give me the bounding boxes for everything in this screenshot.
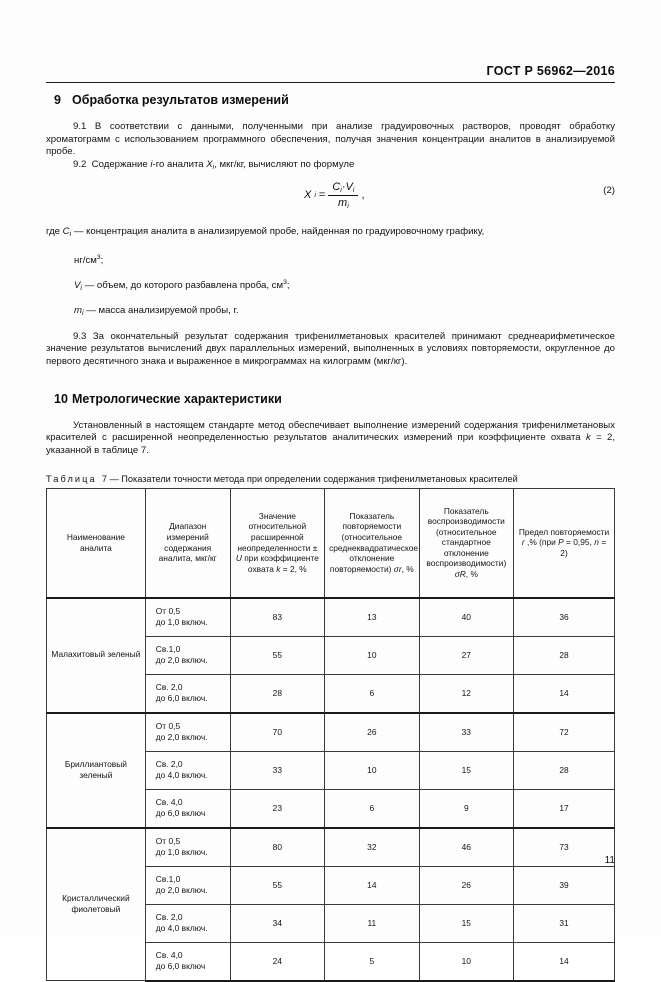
cell-uncertainty: 24 bbox=[230, 942, 324, 981]
table-caption-dash: — bbox=[109, 473, 119, 484]
formula-numerator bbox=[328, 181, 358, 196]
cell-reproducibility: 15 bbox=[419, 751, 513, 789]
cell-repeat-limit: 39 bbox=[514, 866, 615, 904]
formula-row bbox=[46, 179, 615, 217]
table-caption-text: Показатели точности метода при определении содержания трифенилметановых красителей bbox=[121, 473, 518, 484]
cell-range: Св.1,0 до 2,0 включ. bbox=[145, 866, 230, 904]
section-9-title: Обработка результатов измерений bbox=[72, 93, 289, 107]
cell-reproducibility: 27 bbox=[419, 636, 513, 674]
table-caption-label: Таблица bbox=[46, 473, 97, 484]
table-row bbox=[47, 828, 615, 867]
cell-range: Св.1,0 до 2,0 включ. bbox=[145, 636, 230, 674]
cell-range: От 0,5 до 1,0 включ. bbox=[145, 598, 230, 637]
cell-repeatability: 6 bbox=[325, 674, 419, 713]
where-definitions bbox=[46, 226, 615, 321]
formula-v: V bbox=[345, 180, 353, 193]
paragraph-9-1: 9.1 В соответствии с данными, полученными при анализе градуировочных растворов, проводят обработку хроматограмм с использованием программного обеспечения, получая значения концентрации аналитов в анализируемой пробе. bbox=[46, 121, 615, 158]
cell-uncertainty: 55 bbox=[230, 866, 324, 904]
cell-repeatability: 11 bbox=[325, 904, 419, 942]
cell-range: Св. 4,0 до 6,0 включ bbox=[145, 789, 230, 828]
cell-repeat-limit: 28 bbox=[514, 636, 615, 674]
formula-denominator bbox=[334, 196, 353, 210]
cell-uncertainty: 55 bbox=[230, 636, 324, 674]
col-header-uncertainty: Значение относительной расширенной неопределенности ± U при коэффициенте охвата k = 2, % bbox=[230, 488, 324, 598]
cell-reproducibility: 26 bbox=[419, 866, 513, 904]
formula-m: m bbox=[338, 196, 348, 209]
section-10-heading bbox=[46, 391, 615, 407]
section-10-title: Метрологические характеристики bbox=[72, 391, 282, 406]
section-9-number: 9 bbox=[54, 93, 61, 107]
cell-analyte: Бриллиантовый зеленый bbox=[47, 713, 146, 828]
where-c-units: $нг/см^3$; bbox=[74, 253, 104, 266]
cell-range: Св. 2,0 до 6,0 включ. bbox=[145, 674, 230, 713]
where-lead: где bbox=[46, 226, 63, 238]
cell-reproducibility: 12 bbox=[419, 674, 513, 713]
paragraph-9-2-text: 9.2 Содержание i-го аналита $X_i$, мкг/кг, вычисляют по формуле bbox=[73, 159, 355, 172]
col-header-reproducibility: Показатель воспроизводимости (относительное стандартное отклонение воспроизводимости) σR, % bbox=[419, 488, 513, 598]
cell-uncertainty: 80 bbox=[230, 828, 324, 867]
cell-repeatability: 6 bbox=[325, 789, 419, 828]
cell-reproducibility: 9 bbox=[419, 789, 513, 828]
cell-repeatability: 32 bbox=[325, 828, 419, 867]
cell-repeatability: 13 bbox=[325, 598, 419, 637]
cell-reproducibility: 46 bbox=[419, 828, 513, 867]
formula-middot: · bbox=[341, 180, 346, 193]
cell-repeat-limit: 72 bbox=[514, 713, 615, 752]
cell-repeatability: 10 bbox=[325, 636, 419, 674]
paragraph-9-2 bbox=[46, 159, 615, 175]
formula-equals: = bbox=[318, 189, 326, 202]
cell-analyte: Кристаллический фиолетовый bbox=[47, 828, 146, 981]
formula-c-sub: i bbox=[340, 186, 342, 194]
cell-range: Св. 2,0 до 4,0 включ. bbox=[145, 751, 230, 789]
cell-repeatability: 14 bbox=[325, 866, 419, 904]
where-m-sub: i bbox=[82, 310, 84, 318]
cell-range: Св. 4,0 до 6,0 включ bbox=[145, 942, 230, 981]
cell-repeat-limit: 14 bbox=[514, 942, 615, 981]
paragraph-9-3: 9.3 За окончательный результат содержания трифенилметановых красителей принимают среднеарифметическое значение результатов вычислений двух параллельных измерений, выполненных в условиях повторяемости, округленное до первого десятичного знака и выраженное в микрограммах на килограмм (мкг/кг). bbox=[46, 330, 615, 367]
where-v-var: V bbox=[74, 280, 81, 291]
formula-v-sub: i bbox=[352, 186, 355, 194]
where-v-sub: i bbox=[80, 285, 82, 292]
section-9-heading bbox=[46, 92, 615, 108]
header-rule bbox=[46, 82, 615, 83]
col-header-analyte: Наименование аналита bbox=[47, 488, 146, 598]
section-10-number: 10 bbox=[54, 391, 68, 406]
cell-range: От 0,5 до 1,0 включ. bbox=[145, 828, 230, 867]
table-head bbox=[47, 488, 615, 598]
formula-m-sub: i bbox=[347, 202, 349, 210]
cell-repeatability: 26 bbox=[325, 713, 419, 752]
table-row bbox=[47, 713, 615, 752]
where-m-line: $m_i$ — масса анализируемой пробы, г. bbox=[74, 305, 239, 318]
cell-repeat-limit: 17 bbox=[514, 789, 615, 828]
table-body bbox=[47, 598, 615, 981]
cell-uncertainty: 34 bbox=[230, 904, 324, 942]
table-caption-number: 7 bbox=[101, 473, 107, 484]
formula-fraction bbox=[328, 181, 358, 210]
col-header-repeatability: Показатель повторяемости (относительное среднеквадратическое отклонение повторяемости) σr, % bbox=[325, 488, 419, 598]
formula-trailing-comma: , bbox=[361, 189, 365, 202]
cell-reproducibility: 15 bbox=[419, 904, 513, 942]
cell-repeat-limit: 36 bbox=[514, 598, 615, 637]
col-header-range: Диапазон измерений содержания аналита, мкг/кг bbox=[145, 488, 230, 598]
table-row bbox=[47, 598, 615, 637]
where-m-var: m bbox=[74, 305, 82, 317]
cell-range: Св. 2,0 до 4,0 включ. bbox=[145, 904, 230, 942]
cell-repeat-limit: 31 bbox=[514, 904, 615, 942]
cell-range: От 0,5 до 2,0 включ. bbox=[145, 713, 230, 752]
formula-c: C bbox=[332, 180, 341, 193]
cell-uncertainty: 28 bbox=[230, 674, 324, 713]
col-header-repeat-limit: Предел повторяемости r ,% (при P = 0,95, n = 2) bbox=[514, 488, 615, 598]
cell-reproducibility: 33 bbox=[419, 713, 513, 752]
cell-uncertainty: 83 bbox=[230, 598, 324, 637]
paragraph-10-1: Установленный в настоящем стандарте метод обеспечивает выполнение измерений содержания трифенилметановых красителей с расширенной неопределенностью результатов аналитических измерений при коэффициенте охвата k = 2, указанной в таблице 7. bbox=[46, 419, 616, 456]
table-header-row bbox=[47, 488, 615, 598]
where-c-def: — концентрация аналита в анализируемой пробе, найденная по градуировочному графику, bbox=[71, 226, 485, 238]
cell-uncertainty: 70 bbox=[230, 713, 324, 752]
precision-table bbox=[46, 488, 615, 982]
running-header bbox=[46, 62, 615, 80]
formula-lhs: X bbox=[304, 189, 312, 202]
formula-lhs-sub: i bbox=[314, 191, 316, 199]
table-caption bbox=[46, 474, 615, 484]
where-c-var: C bbox=[62, 226, 70, 238]
cell-repeat-limit: 73 bbox=[514, 828, 615, 867]
cell-uncertainty: 33 bbox=[230, 751, 324, 789]
formula-2 bbox=[304, 181, 365, 210]
cell-repeatability: 10 bbox=[325, 751, 419, 789]
cell-repeatability: 5 bbox=[325, 942, 419, 981]
cell-repeat-limit: 14 bbox=[514, 674, 615, 713]
cell-analyte: Малахитовый зеленый bbox=[47, 598, 146, 713]
formula-number: (2) bbox=[603, 184, 615, 196]
page-content bbox=[46, 92, 615, 982]
page-number: 11 bbox=[604, 855, 615, 866]
cell-reproducibility: 40 bbox=[419, 598, 513, 637]
cell-reproducibility: 10 bbox=[419, 942, 513, 981]
standard-title: ГОСТ Р 56962—2016 bbox=[486, 64, 615, 78]
cell-uncertainty: 23 bbox=[230, 789, 324, 828]
where-c-line bbox=[46, 226, 615, 242]
where-c-sub: i bbox=[69, 231, 72, 239]
where-v-line: $V_i$ — объем, до которого разбавлена проба, $см^3$; bbox=[74, 279, 290, 292]
cell-repeat-limit: 28 bbox=[514, 751, 615, 789]
